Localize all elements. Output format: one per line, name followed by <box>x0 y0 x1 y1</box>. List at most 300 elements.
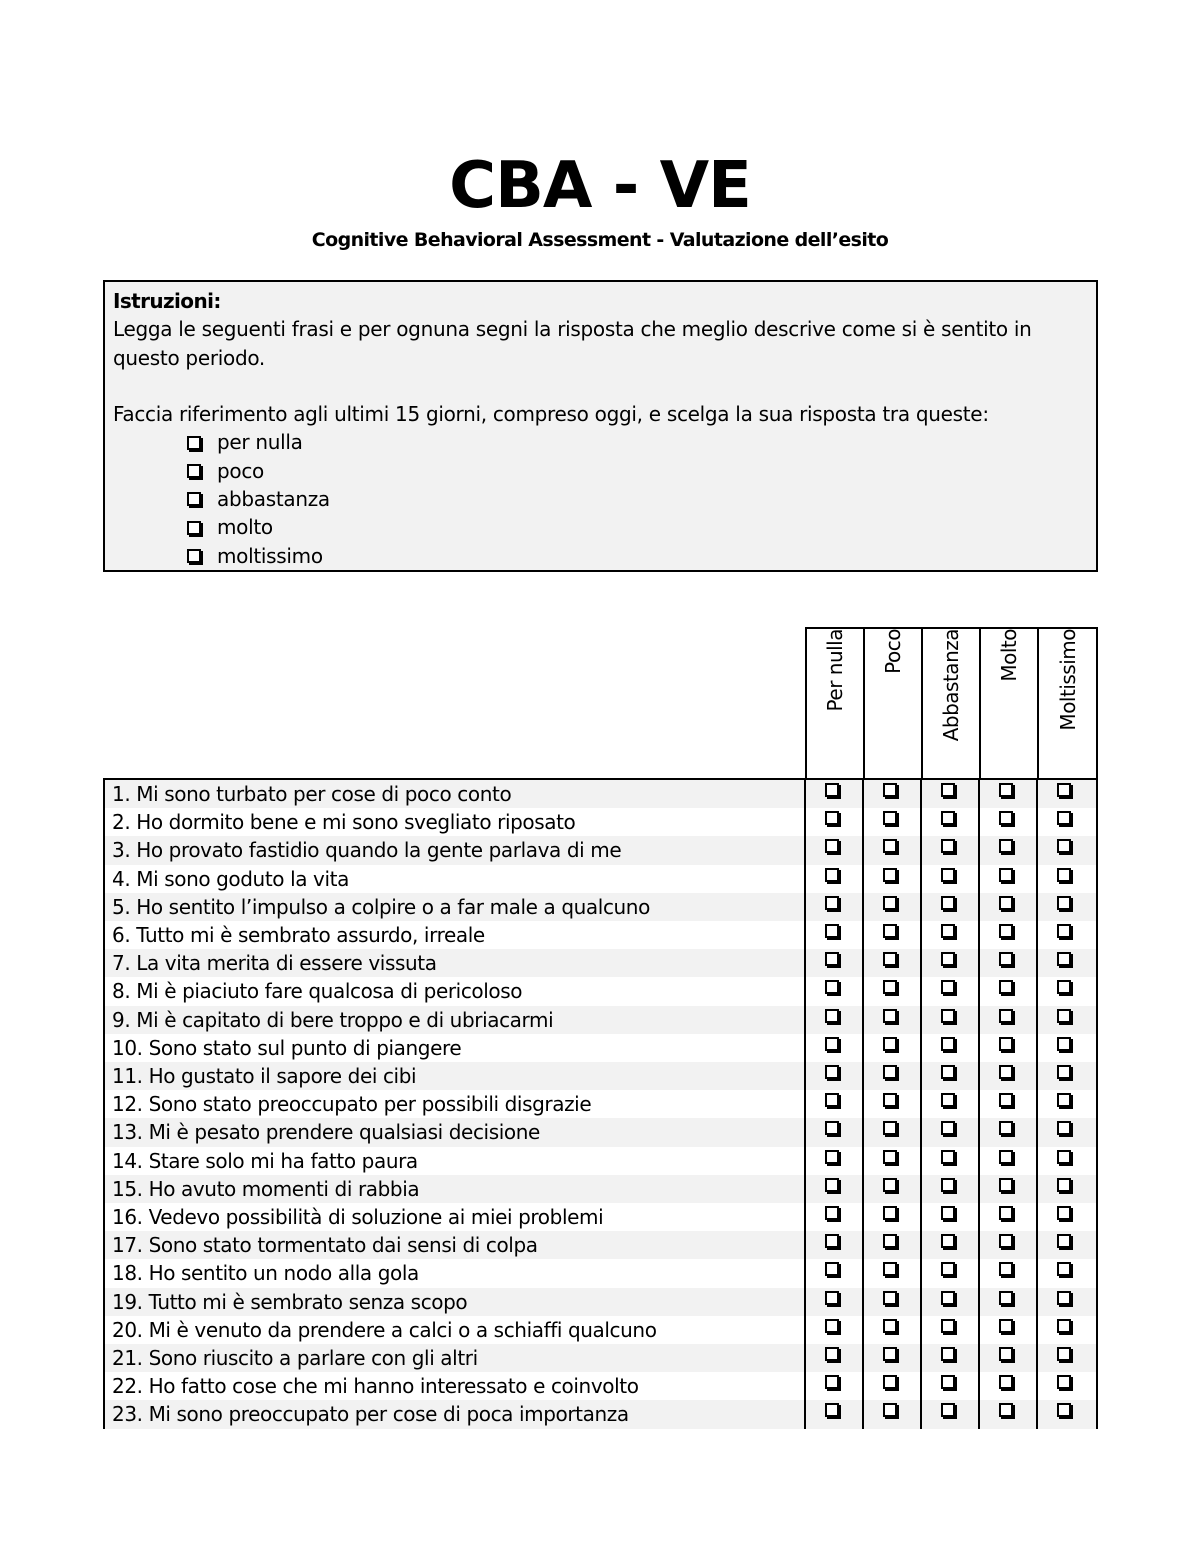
checkbox-icon <box>187 549 201 563</box>
answer-checkbox[interactable] <box>941 839 955 853</box>
table-row <box>105 1034 1096 1062</box>
answer-cell <box>1038 1400 1094 1428</box>
answer-checkbox[interactable] <box>1057 1121 1071 1135</box>
answer-checkbox[interactable] <box>825 1206 839 1220</box>
answer-checkbox[interactable] <box>999 1178 1013 1192</box>
column-header-label: Abbastanza <box>939 629 963 742</box>
answer-checkbox[interactable] <box>1057 1037 1071 1051</box>
answer-checkbox[interactable] <box>941 952 955 966</box>
answer-cell <box>864 1400 922 1428</box>
answer-cell <box>922 865 980 893</box>
answer-checkbox[interactable] <box>825 839 839 853</box>
checkbox-icon <box>187 521 201 535</box>
answer-cell <box>864 921 922 949</box>
answer-checkbox[interactable] <box>1057 839 1071 853</box>
answer-cell <box>864 893 922 921</box>
answer-cell <box>1038 1175 1094 1203</box>
column-header-moltissimo <box>1037 627 1098 778</box>
answer-checkbox[interactable] <box>883 1093 897 1107</box>
answer-checkbox[interactable] <box>941 1262 955 1276</box>
answer-cell <box>806 1006 864 1034</box>
answer-cell <box>1038 1372 1094 1400</box>
question-text: 21. Sono riuscito a parlare con gli altri <box>105 1344 806 1372</box>
answer-cell <box>806 1034 864 1062</box>
answer-cell <box>864 1147 922 1175</box>
answer-checkbox[interactable] <box>883 1150 897 1164</box>
answer-option <box>187 457 1088 485</box>
answer-cell <box>980 949 1038 977</box>
answer-cell <box>806 1175 864 1203</box>
answer-checkbox[interactable] <box>825 980 839 994</box>
answer-checkbox[interactable] <box>941 896 955 910</box>
answer-checkbox[interactable] <box>825 1121 839 1135</box>
answer-checkbox[interactable] <box>999 952 1013 966</box>
answer-checkbox[interactable] <box>999 811 1013 825</box>
answer-cell <box>806 836 864 864</box>
answer-cell <box>980 836 1038 864</box>
question-text: 14. Stare solo mi ha fatto paura <box>105 1147 806 1175</box>
answer-checkbox[interactable] <box>883 1178 897 1192</box>
answer-checkbox[interactable] <box>825 1319 839 1333</box>
answer-cell <box>806 921 864 949</box>
answer-checkbox[interactable] <box>883 1037 897 1051</box>
answer-cell <box>864 1259 922 1287</box>
answer-cell <box>1038 921 1094 949</box>
answer-checkbox[interactable] <box>1057 1178 1071 1192</box>
answer-checkbox[interactable] <box>825 1234 839 1248</box>
answer-checkbox[interactable] <box>1057 868 1071 882</box>
answer-cell <box>806 1316 864 1344</box>
answer-cell <box>980 1231 1038 1259</box>
answer-checkbox[interactable] <box>825 1009 839 1023</box>
answer-checkbox[interactable] <box>1057 1150 1071 1164</box>
answer-checkbox[interactable] <box>999 1121 1013 1135</box>
answer-checkbox[interactable] <box>1057 783 1071 797</box>
answer-checkbox[interactable] <box>883 1291 897 1305</box>
answer-cell <box>980 1034 1038 1062</box>
answer-cell <box>922 1316 980 1344</box>
answer-cell <box>1038 780 1094 808</box>
answer-checkbox[interactable] <box>825 1347 839 1361</box>
answer-cell <box>806 949 864 977</box>
answer-cell <box>922 893 980 921</box>
answer-cell <box>1038 1231 1094 1259</box>
answer-option-label: poco <box>217 458 264 483</box>
answer-checkbox[interactable] <box>999 1206 1013 1220</box>
answer-cell <box>806 1288 864 1316</box>
question-text: 15. Ho avuto momenti di rabbia <box>105 1175 806 1203</box>
answer-cell <box>1038 836 1094 864</box>
answer-cell <box>922 780 980 808</box>
answer-cell <box>980 1288 1038 1316</box>
answer-checkbox[interactable] <box>1057 1375 1071 1389</box>
answer-cell <box>922 921 980 949</box>
question-text: 8. Mi è piaciuto fare qualcosa di pericoloso <box>105 977 806 1005</box>
answer-cell <box>980 808 1038 836</box>
answer-checkbox[interactable] <box>825 1178 839 1192</box>
answer-cell <box>922 1034 980 1062</box>
checkbox-icon <box>187 464 201 478</box>
question-text: 18. Ho sentito un nodo alla gola <box>105 1259 806 1287</box>
table-row <box>105 1203 1096 1231</box>
answer-cell <box>1038 1090 1094 1118</box>
answer-checkbox[interactable] <box>1057 980 1071 994</box>
answer-checkbox[interactable] <box>999 1037 1013 1051</box>
answer-cell <box>922 1090 980 1118</box>
question-text: 16. Vedevo possibilità di soluzione ai miei problemi <box>105 1203 806 1231</box>
answer-options-list <box>113 428 1088 569</box>
answer-option-label: molto <box>217 515 273 540</box>
answer-option <box>187 542 1088 570</box>
question-text: 17. Sono stato tormentato dai sensi di colpa <box>105 1231 806 1259</box>
answer-cell <box>980 977 1038 1005</box>
answer-cell <box>1038 1006 1094 1034</box>
answer-checkbox[interactable] <box>825 896 839 910</box>
answer-checkbox[interactable] <box>999 1065 1013 1079</box>
answer-cell <box>864 949 922 977</box>
answer-checkbox[interactable] <box>941 1065 955 1079</box>
answer-checkbox[interactable] <box>941 1403 955 1417</box>
answer-cell <box>806 808 864 836</box>
answer-checkbox[interactable] <box>883 868 897 882</box>
answer-checkbox[interactable] <box>941 1375 955 1389</box>
answer-cell <box>806 1062 864 1090</box>
answer-cell <box>922 1400 980 1428</box>
answer-cell <box>864 1006 922 1034</box>
answer-cell <box>922 1372 980 1400</box>
table-row <box>105 1372 1096 1400</box>
answer-checkbox[interactable] <box>825 1037 839 1051</box>
answer-checkbox[interactable] <box>941 1206 955 1220</box>
checkbox-icon <box>187 492 201 506</box>
table-row <box>105 1090 1096 1118</box>
table-row <box>105 1231 1096 1259</box>
answer-checkbox[interactable] <box>999 924 1013 938</box>
answer-option <box>187 513 1088 541</box>
answer-checkbox[interactable] <box>1057 924 1071 938</box>
answer-cell <box>922 1062 980 1090</box>
answer-checkbox[interactable] <box>883 1403 897 1417</box>
answer-checkbox[interactable] <box>825 924 839 938</box>
answer-checkbox[interactable] <box>883 1319 897 1333</box>
questionnaire-table <box>103 627 1098 1429</box>
question-text: 12. Sono stato preoccupato per possibili disgrazie <box>105 1090 806 1118</box>
answer-checkbox[interactable] <box>883 839 897 853</box>
answer-checkbox[interactable] <box>825 1291 839 1305</box>
table-row <box>105 893 1096 921</box>
answer-cell <box>806 1118 864 1146</box>
answer-checkbox[interactable] <box>941 1347 955 1361</box>
answer-cell <box>1038 977 1094 1005</box>
question-text: 23. Mi sono preoccupato per cose di poca importanza <box>105 1400 806 1428</box>
answer-cell <box>922 1175 980 1203</box>
answer-checkbox[interactable] <box>883 1262 897 1276</box>
answer-cell <box>922 1288 980 1316</box>
answer-cell <box>1038 1062 1094 1090</box>
answer-cell <box>980 1006 1038 1034</box>
answer-cell <box>980 1372 1038 1400</box>
question-text: 20. Mi è venuto da prendere a calci o a schiaffi qualcuno <box>105 1316 806 1344</box>
answer-checkbox[interactable] <box>825 1093 839 1107</box>
answer-cell <box>980 893 1038 921</box>
answer-cell <box>864 1288 922 1316</box>
answer-cell <box>806 977 864 1005</box>
answer-checkbox[interactable] <box>825 1403 839 1417</box>
answer-cell <box>922 836 980 864</box>
answer-checkbox[interactable] <box>1057 1291 1071 1305</box>
question-text: 10. Sono stato sul punto di piangere <box>105 1034 806 1062</box>
instructions-text-line-3: Faccia riferimento agli ultimi 15 giorni, compreso oggi, e scelga la sua risposta tra queste: <box>113 402 989 427</box>
answer-checkbox[interactable] <box>941 811 955 825</box>
question-text: 22. Ho fatto cose che mi hanno interessato e coinvolto <box>105 1372 806 1400</box>
column-header-label: Poco <box>881 629 905 674</box>
answer-cell <box>806 1090 864 1118</box>
answer-option-label: abbastanza <box>217 487 330 512</box>
answer-checkbox[interactable] <box>1057 1347 1071 1361</box>
answer-checkbox[interactable] <box>1057 1403 1071 1417</box>
answer-cell <box>922 1231 980 1259</box>
answer-cell <box>864 780 922 808</box>
answer-checkbox[interactable] <box>1057 811 1071 825</box>
answer-cell <box>980 1259 1038 1287</box>
answer-cell <box>980 1118 1038 1146</box>
question-text: 13. Mi è pesato prendere qualsiasi decisione <box>105 1118 806 1146</box>
answer-cell <box>864 1231 922 1259</box>
answer-cell <box>1038 1118 1094 1146</box>
answer-cell <box>1038 893 1094 921</box>
answer-checkbox[interactable] <box>883 811 897 825</box>
answer-cell <box>864 1175 922 1203</box>
answer-cell <box>864 1344 922 1372</box>
answer-checkbox[interactable] <box>825 1065 839 1079</box>
answer-cell <box>864 1118 922 1146</box>
answer-cell <box>806 1203 864 1231</box>
instructions-text-line-1: Legga le seguenti frasi e per ognuna segni la risposta che meglio descrive come si è sentito in <box>113 317 1032 342</box>
answer-cell <box>922 808 980 836</box>
answer-cell <box>922 977 980 1005</box>
answer-cell <box>864 1372 922 1400</box>
answer-cell <box>864 1203 922 1231</box>
answer-cell <box>806 1147 864 1175</box>
answer-checkbox[interactable] <box>1057 1206 1071 1220</box>
table-row <box>105 1175 1096 1203</box>
answer-checkbox[interactable] <box>883 1375 897 1389</box>
answer-cell <box>922 1147 980 1175</box>
answer-checkbox[interactable] <box>883 952 897 966</box>
answer-cell <box>980 1062 1038 1090</box>
answer-checkbox[interactable] <box>825 811 839 825</box>
answer-cell <box>980 1175 1038 1203</box>
question-text: 3. Ho provato fastidio quando la gente parlava di me <box>105 836 806 864</box>
answer-checkbox[interactable] <box>941 783 955 797</box>
instructions-text-line-2: questo periodo. <box>113 345 265 370</box>
answer-cell <box>806 780 864 808</box>
answer-checkbox[interactable] <box>1057 1093 1071 1107</box>
answer-checkbox[interactable] <box>1057 1065 1071 1079</box>
answer-checkbox[interactable] <box>999 839 1013 853</box>
answer-cell <box>922 1259 980 1287</box>
question-text: 4. Mi sono goduto la vita <box>105 865 806 893</box>
answer-checkbox[interactable] <box>999 1347 1013 1361</box>
question-text: 6. Tutto mi è sembrato assurdo, irreale <box>105 921 806 949</box>
spacer <box>113 372 1088 400</box>
answer-option-label: moltissimo <box>217 543 323 568</box>
form-title: CBA - VE <box>449 149 751 223</box>
column-header-label: Per nulla <box>823 629 847 712</box>
answer-cell <box>1038 1203 1094 1231</box>
answer-checkbox[interactable] <box>999 1291 1013 1305</box>
answer-checkbox[interactable] <box>999 783 1013 797</box>
answer-checkbox[interactable] <box>941 924 955 938</box>
answer-checkbox[interactable] <box>999 1319 1013 1333</box>
answer-checkbox[interactable] <box>825 868 839 882</box>
answer-checkbox[interactable] <box>999 1262 1013 1276</box>
answer-cell <box>1038 865 1094 893</box>
answer-checkbox[interactable] <box>999 1009 1013 1023</box>
answer-cell <box>864 865 922 893</box>
answer-cell <box>1038 1288 1094 1316</box>
form-subtitle: Cognitive Behavioral Assessment - Valutazione dell’esito <box>311 229 889 251</box>
table-row <box>105 1344 1096 1372</box>
question-text: 5. Ho sentito l’impulso a colpire o a far male a qualcuno <box>105 893 806 921</box>
answer-checkbox[interactable] <box>825 1150 839 1164</box>
answer-checkbox[interactable] <box>883 1206 897 1220</box>
answer-cell <box>806 1400 864 1428</box>
answer-cell <box>864 1062 922 1090</box>
answer-checkbox[interactable] <box>1057 1319 1071 1333</box>
answer-option <box>187 428 1088 456</box>
answer-checkbox[interactable] <box>883 1234 897 1248</box>
answer-cell <box>806 1372 864 1400</box>
answer-checkbox[interactable] <box>883 1121 897 1135</box>
column-header-abbastanza <box>921 627 979 778</box>
answer-checkbox[interactable] <box>941 1009 955 1023</box>
table-row <box>105 1147 1096 1175</box>
question-text: 9. Mi è capitato di bere troppo e di ubriacarmi <box>105 1006 806 1034</box>
answer-cell <box>980 1344 1038 1372</box>
answer-cell <box>806 1231 864 1259</box>
answer-cell <box>922 1203 980 1231</box>
answer-option-label: per nulla <box>217 430 303 455</box>
answer-cell <box>864 977 922 1005</box>
answer-checkbox[interactable] <box>1057 896 1071 910</box>
answer-checkbox[interactable] <box>999 1093 1013 1107</box>
answer-checkbox[interactable] <box>999 980 1013 994</box>
answer-checkbox[interactable] <box>883 1347 897 1361</box>
instructions-heading: Istruzioni: <box>113 289 221 313</box>
answer-cell <box>806 1344 864 1372</box>
column-header-label: Moltissimo <box>1055 629 1080 731</box>
answer-checkbox[interactable] <box>825 952 839 966</box>
table-row <box>105 1118 1096 1146</box>
answer-cell <box>980 1147 1038 1175</box>
column-header-poco <box>863 627 921 778</box>
table-row <box>105 921 1096 949</box>
table-row <box>105 1259 1096 1287</box>
answer-checkbox[interactable] <box>883 896 897 910</box>
answer-checkbox[interactable] <box>825 1375 839 1389</box>
answer-cell <box>980 780 1038 808</box>
answer-cell <box>864 836 922 864</box>
answer-checkbox[interactable] <box>999 896 1013 910</box>
column-header-per-nulla <box>805 627 863 778</box>
answer-cell <box>864 808 922 836</box>
column-header-molto <box>979 627 1037 778</box>
answer-cell <box>1038 1259 1094 1287</box>
answer-option <box>187 485 1088 513</box>
answer-checkbox[interactable] <box>999 1375 1013 1389</box>
answer-cell <box>864 1316 922 1344</box>
table-row <box>105 1400 1096 1428</box>
answer-checkbox[interactable] <box>941 980 955 994</box>
answer-checkbox[interactable] <box>883 1009 897 1023</box>
answer-checkbox[interactable] <box>1057 952 1071 966</box>
answer-cell <box>864 1034 922 1062</box>
table-row <box>105 949 1096 977</box>
answer-cell <box>1038 1344 1094 1372</box>
answer-checkbox[interactable] <box>825 783 839 797</box>
answer-checkbox[interactable] <box>941 1291 955 1305</box>
answer-checkbox[interactable] <box>999 1403 1013 1417</box>
answer-cell <box>980 865 1038 893</box>
checkbox-icon <box>187 436 201 450</box>
answer-cell <box>806 865 864 893</box>
table-row <box>105 1062 1096 1090</box>
answer-checkbox[interactable] <box>941 1150 955 1164</box>
answer-cell <box>1038 1316 1094 1344</box>
answer-cell <box>980 921 1038 949</box>
answer-checkbox[interactable] <box>999 1150 1013 1164</box>
answer-cell <box>1038 1034 1094 1062</box>
answer-checkbox[interactable] <box>883 980 897 994</box>
table-header <box>103 627 1098 778</box>
answer-checkbox[interactable] <box>941 1121 955 1135</box>
table-row <box>105 1316 1096 1344</box>
answer-checkbox[interactable] <box>941 1093 955 1107</box>
answer-checkbox[interactable] <box>1057 1009 1071 1023</box>
question-text: 2. Ho dormito bene e mi sono svegliato riposato <box>105 808 806 836</box>
answer-checkbox[interactable] <box>1057 1262 1071 1276</box>
question-text: 19. Tutto mi è sembrato senza scopo <box>105 1288 806 1316</box>
answer-checkbox[interactable] <box>999 868 1013 882</box>
answer-checkbox[interactable] <box>941 1037 955 1051</box>
answer-checkbox[interactable] <box>941 1319 955 1333</box>
answer-cell <box>922 949 980 977</box>
answer-cell <box>1038 1147 1094 1175</box>
answer-checkbox[interactable] <box>941 1178 955 1192</box>
answer-cell <box>980 1090 1038 1118</box>
answer-cell <box>922 1344 980 1372</box>
table-row <box>105 865 1096 893</box>
table-row <box>105 836 1096 864</box>
answer-checkbox[interactable] <box>883 1065 897 1079</box>
answer-checkbox[interactable] <box>999 1234 1013 1248</box>
table-row <box>105 808 1096 836</box>
answer-checkbox[interactable] <box>941 1234 955 1248</box>
answer-cell <box>1038 949 1094 977</box>
answer-checkbox[interactable] <box>825 1262 839 1276</box>
answer-checkbox[interactable] <box>883 924 897 938</box>
table-row <box>105 1288 1096 1316</box>
answer-checkbox[interactable] <box>941 868 955 882</box>
answer-checkbox[interactable] <box>1057 1234 1071 1248</box>
table-row <box>105 977 1096 1005</box>
column-header-label: Molto <box>997 629 1021 682</box>
answer-cell <box>1038 808 1094 836</box>
question-text: 7. La vita merita di essere vissuta <box>105 949 806 977</box>
answer-checkbox[interactable] <box>883 783 897 797</box>
answer-cell <box>980 1316 1038 1344</box>
